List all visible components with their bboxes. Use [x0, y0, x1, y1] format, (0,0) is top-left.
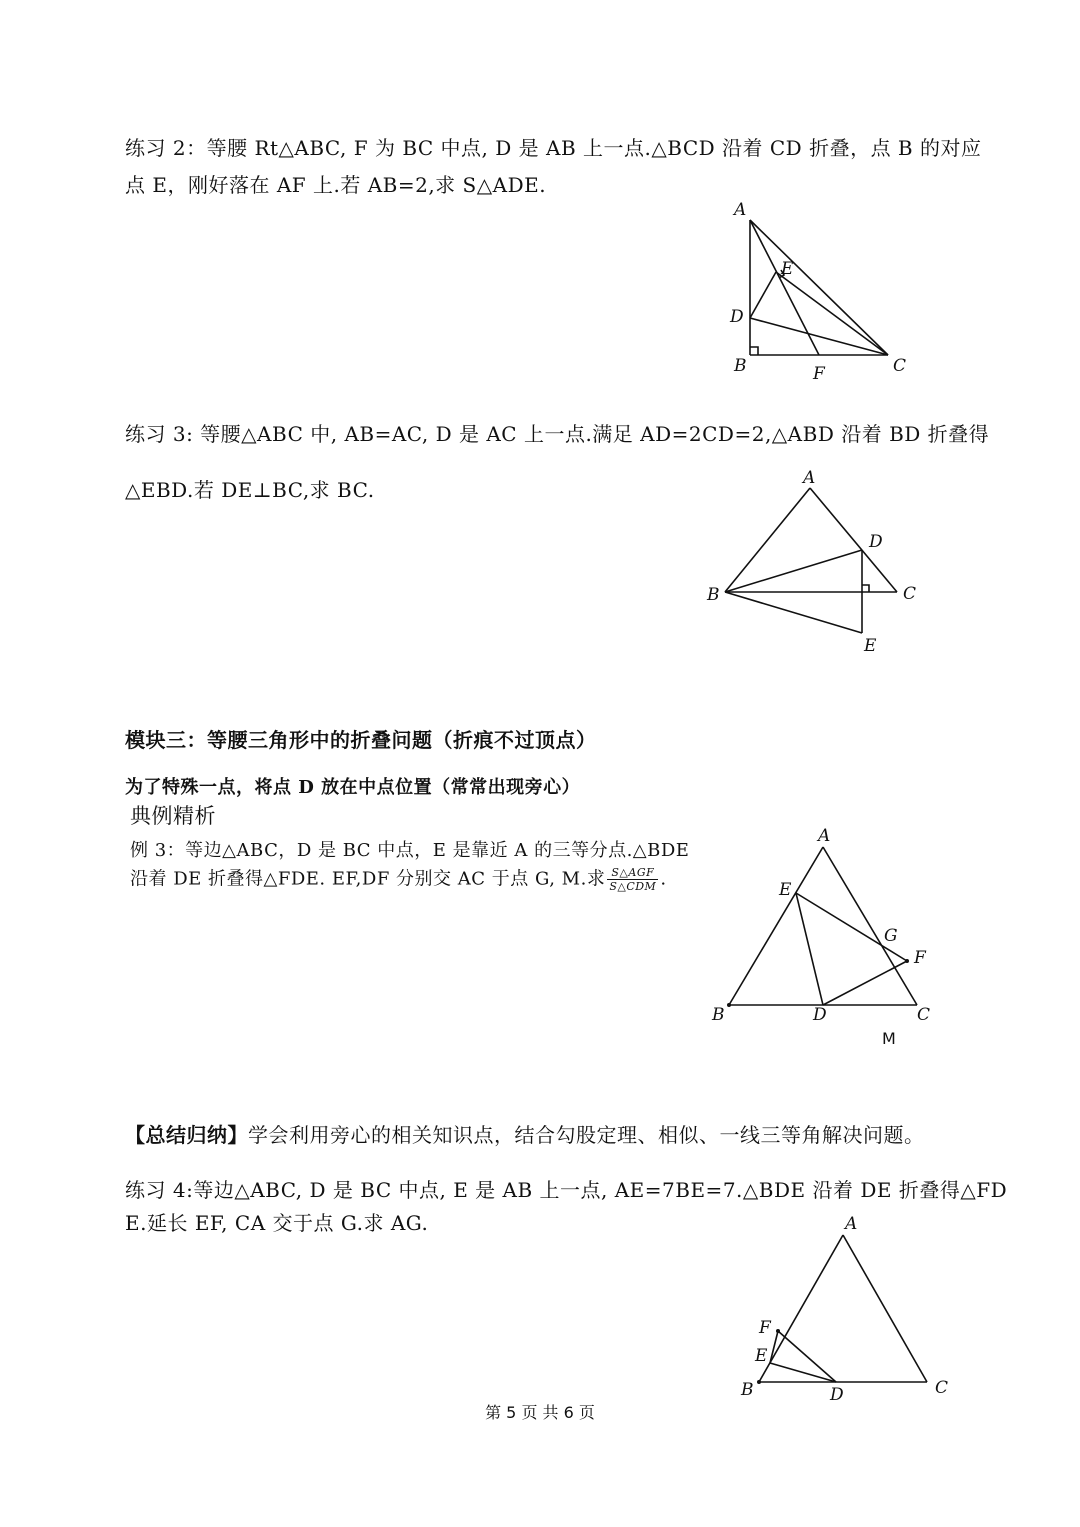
fig2-ac: [750, 220, 888, 355]
fig2-label-b: B: [734, 356, 747, 376]
example3-line2-prefix: 沿着 DE 折叠得△FDE. EF,DF 分别交 AC 于点 G, M.求: [130, 868, 606, 890]
page-footer: 第 5 页 共 6 页: [485, 1403, 595, 1422]
fig4-label-e: E: [755, 1346, 768, 1366]
example3-line1: 例 3：等边△ABC，D 是 BC 中点，E 是靠近 A 的三等分点.△BDE: [130, 840, 690, 861]
fig2-label-d: D: [730, 307, 744, 327]
fig-ex3-label-f: F: [914, 948, 926, 968]
fraction-denominator: S△CDM: [609, 880, 657, 893]
fig2-dc: [750, 318, 888, 355]
fig-ex3-label-d: D: [813, 1005, 827, 1025]
exercise4-line1: 练习 4:等边△ABC, D 是 BC 中点, E 是 AB 上一点, AE=7BE=7.△BDE 沿着 DE 折叠得△FD: [125, 1178, 1008, 1202]
fig2-label-e: E: [781, 259, 794, 279]
example3-figure: [705, 820, 945, 1060]
fig2-label-c: C: [893, 356, 907, 376]
fig-ex3-label-c: C: [917, 1005, 931, 1025]
fig-ex3-label-g: G: [884, 926, 898, 946]
fig4-label-b: B: [741, 1380, 754, 1400]
fig-ex3-label-m: M: [882, 1029, 896, 1048]
fig2-af: [750, 220, 819, 355]
fig3-right-angle: [862, 585, 869, 592]
fig2-ec: [776, 272, 888, 355]
fig-ex3-label-a: A: [818, 826, 831, 846]
example3-line2: [130, 866, 667, 893]
fig4-ab: [759, 1235, 843, 1382]
fig3-label-d: D: [869, 532, 883, 552]
exercise3-line2: △EBD.若 DE⊥BC,求 BC.: [125, 478, 375, 502]
exercise4-figure: [735, 1205, 955, 1405]
fig4-label-d: D: [830, 1385, 844, 1405]
fig2-de: [750, 272, 776, 318]
fig4-label-a: A: [845, 1214, 858, 1234]
exercise4-line2: E.延长 EF, CA 交于点 G.求 AG.: [125, 1211, 429, 1235]
fig4-ac: [843, 1235, 927, 1382]
fig3-ab: [725, 488, 810, 592]
summary: [125, 1122, 925, 1148]
exercise3-figure: [700, 465, 940, 660]
fig4-ef: [770, 1331, 778, 1363]
fig3-label-e: E: [864, 636, 877, 656]
fig3-label-b: B: [707, 585, 720, 605]
fraction-numerator: S△AGF: [607, 866, 658, 880]
summary-label: 【总结归纳】: [125, 1123, 248, 1147]
summary-text: 学会利用旁心的相关知识点，结合勾股定理、相似、一线三等角解决问题。: [248, 1123, 925, 1147]
example3-line2-suffix: .: [660, 868, 667, 890]
fig-ex3-df: [823, 961, 907, 1005]
example3-fraction: [607, 866, 658, 893]
exercise2-figure: [720, 195, 950, 385]
fig3-be: [725, 592, 862, 633]
fig4-label-f: F: [759, 1318, 771, 1338]
module3-title: 模块三：等腰三角形中的折叠问题（折痕不过顶点）: [125, 728, 597, 752]
fig2-label-f: F: [813, 364, 825, 384]
exercise2-line1: 练习 2：等腰 Rt△ABC, F 为 BC 中点, D 是 AB 上一点.△BCD 沿着 CD 折叠，点 B 的对应: [125, 136, 982, 160]
fig3-bd: [725, 550, 862, 592]
fig3-label-a: A: [803, 468, 816, 488]
fig-ex3-ab: [729, 847, 823, 1005]
fig4-point-b: [757, 1380, 761, 1384]
fig-ex3-point-f: [905, 959, 909, 963]
fig4-label-c: C: [935, 1378, 949, 1398]
fig3-ac: [810, 488, 897, 592]
fig-ex3-point-b: [727, 1003, 731, 1007]
fig3-label-c: C: [903, 584, 917, 604]
fig-ex3-ac: [823, 847, 917, 1005]
fig2-label-a: A: [734, 200, 747, 220]
exercise2-line2: 点 E，刚好落在 AF 上.若 AB=2,求 S△ADE.: [125, 173, 547, 197]
module3-subtitle: 为了特殊一点，将点 D 放在中点位置（常常出现旁心）: [125, 777, 581, 798]
fig-ex3-label-b: B: [712, 1005, 725, 1025]
fig4-point-f: [776, 1329, 780, 1333]
section-heading: 典例精析: [130, 804, 216, 828]
fig-ex3-ed: [796, 893, 823, 1005]
fig2-right-angle-b: [750, 347, 758, 355]
fig-ex3-label-e: E: [779, 880, 792, 900]
exercise3-line1: 练习 3: 等腰△ABC 中, AB=AC, D 是 AC 上一点.满足 AD=2CD=2,△ABD 沿着 BD 折叠得: [125, 422, 990, 446]
